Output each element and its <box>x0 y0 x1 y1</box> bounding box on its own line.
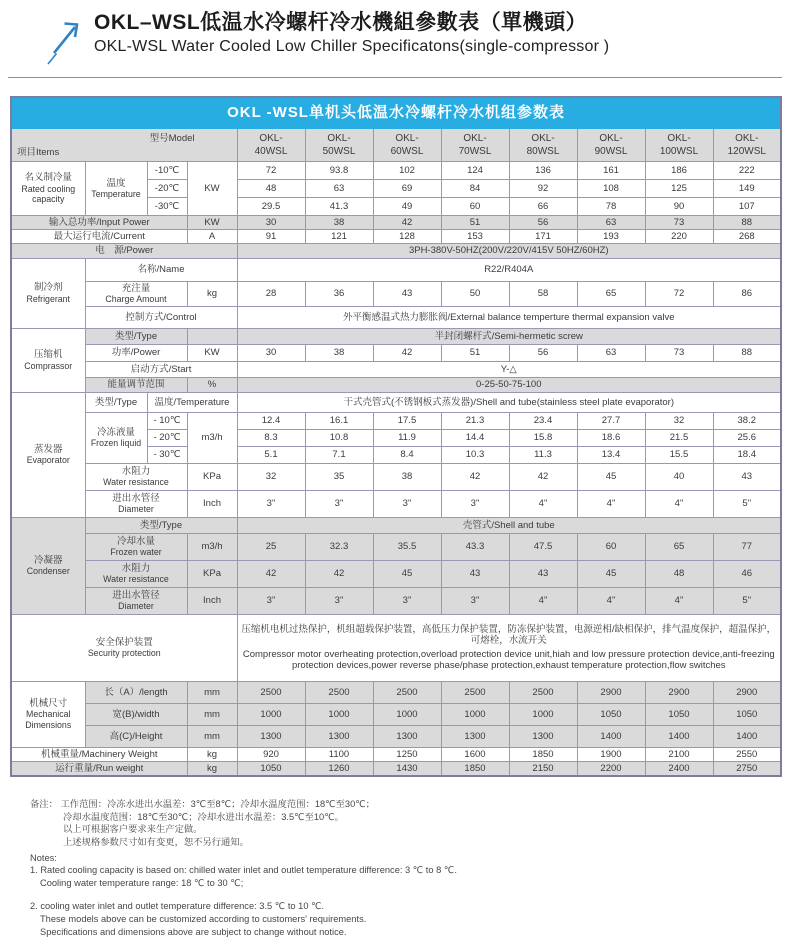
dimension-length-row <box>11 681 781 703</box>
value-cell: 90 <box>645 198 713 216</box>
value-cell: 1900 <box>577 747 645 761</box>
value-cell: 15.5 <box>645 446 713 463</box>
value-cell: 35 <box>305 463 373 490</box>
value-cell: 60 <box>441 198 509 216</box>
value-cell: 30 <box>237 216 305 230</box>
value-cell: 268 <box>713 230 781 244</box>
value-cell: 46 <box>713 560 781 587</box>
note-line: 2. cooling water inlet and outlet temperature difference: 3.5 ℃ to 10 ℃. <box>30 901 325 912</box>
power-supply-row <box>11 244 781 258</box>
value-cell: 28 <box>237 281 305 306</box>
security-text-cn: 压缩机电机过热保护，机组超载保护装置，高低压力保护装置，防冻保护装置，电源逆相/缺相保护，排气温度保护，超温保护，可熔栓，水流开关 <box>241 624 777 647</box>
value-cell: 69 <box>373 180 441 198</box>
value-cell: 45 <box>577 463 645 490</box>
unit-cell: mm <box>187 703 237 725</box>
energy-regulation-label: 能量调节范围 <box>85 377 187 392</box>
page-title-cn: OKL–WSL低温水冷螺杆冷水機組參數表（單機頭） <box>94 11 588 34</box>
value-cell: 186 <box>645 162 713 180</box>
value-cell: 72 <box>645 281 713 306</box>
value-cell: 3" <box>305 587 373 614</box>
condenser-type-value: 壳管式/Shell and tube <box>237 517 781 533</box>
refrigerant-name-label: 名称/Name <box>85 258 237 281</box>
value-cell: 136 <box>509 162 577 180</box>
value-cell: 84 <box>441 180 509 198</box>
value-cell: 56 <box>509 344 577 361</box>
value-cell: 2150 <box>509 761 577 776</box>
value-cell: 10.8 <box>305 429 373 446</box>
value-cell: 5" <box>713 587 781 614</box>
unit-cell: A <box>187 230 237 244</box>
empty-unit-cell <box>187 328 237 344</box>
value-cell: 4" <box>577 490 645 517</box>
model-column-header: OKL- 80WSL <box>509 129 577 162</box>
energy-regulation-row <box>11 377 781 392</box>
model-column-header: OKL- 40WSL <box>237 129 305 162</box>
value-cell: 1000 <box>305 703 373 725</box>
items-header-label: 项目Items <box>17 146 60 158</box>
value-cell: 10.3 <box>441 446 509 463</box>
compressor-type-row <box>11 328 781 344</box>
cooling-water-label: 冷却水量 Frozen water <box>85 533 187 560</box>
value-cell: 47.5 <box>509 533 577 560</box>
value-cell: 78 <box>577 198 645 216</box>
value-cell: 2500 <box>305 681 373 703</box>
value-cell: 3" <box>373 587 441 614</box>
value-cell: 43 <box>509 560 577 587</box>
compressor-type-value: 半封闭螺杆式/Semi-hermetic screw <box>237 328 781 344</box>
run-weight-row <box>11 761 781 776</box>
compressor-power-row <box>11 344 781 361</box>
unit-cell: Inch <box>187 490 237 517</box>
value-cell: 1000 <box>441 703 509 725</box>
input-power-row <box>11 216 781 230</box>
machinery-weight-row <box>11 747 781 761</box>
value-cell: 45 <box>373 560 441 587</box>
value-cell: 93.8 <box>305 162 373 180</box>
value-cell: 5.1 <box>237 446 305 463</box>
value-cell: 220 <box>645 230 713 244</box>
value-cell: 88 <box>713 216 781 230</box>
temp-cell: -10℃ <box>147 162 187 180</box>
value-cell: 65 <box>577 281 645 306</box>
value-cell: 27.7 <box>577 412 645 429</box>
value-cell: 121 <box>305 230 373 244</box>
value-cell: 65 <box>645 533 713 560</box>
security-protection-text <box>237 614 781 681</box>
page-header <box>46 10 609 66</box>
condenser-type-label: 类型/Type <box>85 517 237 533</box>
value-cell: 2500 <box>373 681 441 703</box>
items-model-corner-cell <box>11 129 237 162</box>
evaporator-type-value: 干式壳管式(不锈钢板式蒸发器)/Shell and tube(stainless steel plate evaporator) <box>237 392 781 412</box>
value-cell: 86 <box>713 281 781 306</box>
value-cell: 11.9 <box>373 429 441 446</box>
unit-cell: m3/h <box>187 412 237 463</box>
condenser-diameter-row <box>11 587 781 614</box>
table-banner-title: OKL -WSL单机头低温水冷螺杆冷水机组参数表 <box>11 97 781 129</box>
value-cell: 1400 <box>713 725 781 747</box>
unit-cell: kg <box>187 747 237 761</box>
value-cell: 48 <box>237 180 305 198</box>
value-cell: 1300 <box>441 725 509 747</box>
value-cell: 51 <box>441 344 509 361</box>
value-cell: 42 <box>373 216 441 230</box>
frozen-liquid-label: 冷冻液量 Frozen liquid <box>85 412 147 463</box>
value-cell: 48 <box>645 560 713 587</box>
title-block <box>94 10 609 58</box>
value-cell: 17.5 <box>373 412 441 429</box>
machinery-weight-label: 机械重量/Machinery Weight <box>11 747 187 761</box>
value-cell: 15.8 <box>509 429 577 446</box>
security-protection-label: 安全保护装置 Security protection <box>11 614 237 681</box>
evaporator-diameter-row <box>11 490 781 517</box>
water-resistance-label: 水阻力 Water resistance <box>85 560 187 587</box>
value-cell: 11.3 <box>509 446 577 463</box>
value-cell: 3" <box>373 490 441 517</box>
value-cell: 125 <box>645 180 713 198</box>
value-cell: 21.3 <box>441 412 509 429</box>
power-supply-value: 3PH-380V-50HZ(200V/220V/415V 50HZ/60HZ) <box>237 244 781 258</box>
value-cell: 42 <box>237 560 305 587</box>
value-cell: 2200 <box>577 761 645 776</box>
unit-cell: KPa <box>187 463 237 490</box>
value-cell: 25 <box>237 533 305 560</box>
value-cell: 1300 <box>305 725 373 747</box>
value-cell: 21.5 <box>645 429 713 446</box>
value-cell: 18.4 <box>713 446 781 463</box>
value-cell: 2500 <box>237 681 305 703</box>
value-cell: 108 <box>577 180 645 198</box>
note-line: Cooling water temperature range: 18 ℃ to 30 ℃; <box>40 877 244 888</box>
value-cell: 1400 <box>577 725 645 747</box>
security-protection-row <box>11 614 781 681</box>
value-cell: 2550 <box>713 747 781 761</box>
arrow-up-right-icon <box>46 14 90 66</box>
notes-section <box>30 798 780 938</box>
value-cell: 66 <box>509 198 577 216</box>
value-cell: 51 <box>441 216 509 230</box>
model-column-header: OKL- 50WSL <box>305 129 373 162</box>
value-cell: 16.1 <box>305 412 373 429</box>
value-cell: 4" <box>645 490 713 517</box>
value-cell: 153 <box>441 230 509 244</box>
current-row <box>11 230 781 244</box>
table-banner-row <box>11 97 781 129</box>
control-value: 外平衡感温式热力膨胀阀/External balance temperture thermal expansion valve <box>237 306 781 328</box>
value-cell: 124 <box>441 162 509 180</box>
refrigerant-name-row <box>11 258 781 281</box>
value-cell: 2900 <box>713 681 781 703</box>
compressor-category-label: 压缩机 Comprassor <box>11 328 85 392</box>
notes-title: Notes: <box>30 852 57 863</box>
value-cell: 77 <box>713 533 781 560</box>
value-cell: 36 <box>305 281 373 306</box>
value-cell: 149 <box>713 180 781 198</box>
value-cell: 1050 <box>577 703 645 725</box>
temperature-label: 温度 Temperature <box>85 162 147 216</box>
note-line: Specifications and dimensions above are subject to change without notice. <box>40 926 347 937</box>
value-cell: 38 <box>305 216 373 230</box>
value-cell: 1600 <box>441 747 509 761</box>
value-cell: 56 <box>509 216 577 230</box>
value-cell: 3" <box>237 587 305 614</box>
value-cell: 3" <box>441 587 509 614</box>
value-cell: 4" <box>509 490 577 517</box>
value-cell: 23.4 <box>509 412 577 429</box>
power-supply-label: 电 源/Power <box>11 244 237 258</box>
value-cell: 1260 <box>305 761 373 776</box>
value-cell: 43.3 <box>441 533 509 560</box>
value-cell: 73 <box>645 344 713 361</box>
unit-cell: Inch <box>187 587 237 614</box>
value-cell: 1300 <box>237 725 305 747</box>
value-cell: 32 <box>645 412 713 429</box>
header-divider <box>8 77 782 78</box>
value-cell: 1050 <box>645 703 713 725</box>
compressor-start-value: Y-△ <box>237 361 781 377</box>
dimension-width-row <box>11 703 781 725</box>
model-column-header: OKL- 70WSL <box>441 129 509 162</box>
value-cell: 42 <box>373 344 441 361</box>
value-cell: 3" <box>305 490 373 517</box>
value-cell: 43 <box>441 560 509 587</box>
value-cell: 12.4 <box>237 412 305 429</box>
energy-regulation-value: 0-25-50-75-100 <box>237 377 781 392</box>
value-cell: 193 <box>577 230 645 244</box>
value-cell: 91 <box>237 230 305 244</box>
value-cell: 42 <box>509 463 577 490</box>
value-cell: 45 <box>577 560 645 587</box>
evaporator-temp-label: 温度/Temperature <box>147 392 237 412</box>
value-cell: 2900 <box>645 681 713 703</box>
current-label: 最大运行电流/Current <box>11 230 187 244</box>
value-cell: 63 <box>577 216 645 230</box>
condenser-water-resistance-row <box>11 560 781 587</box>
value-cell: 128 <box>373 230 441 244</box>
value-cell: 102 <box>373 162 441 180</box>
charge-amount-row <box>11 281 781 306</box>
width-label: 宽(B)/width <box>85 703 187 725</box>
value-cell: 25.6 <box>713 429 781 446</box>
compressor-type-label: 类型/Type <box>85 328 187 344</box>
value-cell: 3" <box>237 490 305 517</box>
value-cell: 88 <box>713 344 781 361</box>
value-cell: 43 <box>373 281 441 306</box>
value-cell: 7.1 <box>305 446 373 463</box>
value-cell: 1300 <box>509 725 577 747</box>
value-cell: 920 <box>237 747 305 761</box>
value-cell: 92 <box>509 180 577 198</box>
diameter-label: 进出水管径 Diameter <box>85 587 187 614</box>
note-line: 1. Rated cooling capacity is based on: chilled water inlet and outlet temperature difference: 3 ℃ to 8 ℃. <box>30 865 457 876</box>
value-cell: 1430 <box>373 761 441 776</box>
model-column-header: OKL- 60WSL <box>373 129 441 162</box>
value-cell: 63 <box>305 180 373 198</box>
value-cell: 2900 <box>577 681 645 703</box>
value-cell: 32.3 <box>305 533 373 560</box>
value-cell: 1250 <box>373 747 441 761</box>
value-cell: 1300 <box>373 725 441 747</box>
value-cell: 2500 <box>509 681 577 703</box>
value-cell: 18.6 <box>577 429 645 446</box>
run-weight-label: 运行重量/Run weight <box>11 761 187 776</box>
value-cell: 41.3 <box>305 198 373 216</box>
value-cell: 8.4 <box>373 446 441 463</box>
value-cell: 29.5 <box>237 198 305 216</box>
length-label: 长（A）/length <box>85 681 187 703</box>
temp-cell: -20℃ <box>147 180 187 198</box>
value-cell: 107 <box>713 198 781 216</box>
security-text-en: Compressor motor overheating protection,overload protection device unit,hiah and low pressure protection device,anti-freezing protection devices,power reverse phase/phase protection,exhaust temperature protection,flow switches <box>242 648 775 671</box>
model-header-row <box>11 129 781 162</box>
value-cell: 1050 <box>237 761 305 776</box>
charge-amount-label: 充注量 Charge Amount <box>85 281 187 306</box>
value-cell: 1400 <box>645 725 713 747</box>
spec-table <box>10 96 782 777</box>
value-cell: 42 <box>441 463 509 490</box>
unit-cell: mm <box>187 681 237 703</box>
rated-capacity-label: 名义制冷量 Rated cooling capacity <box>11 162 85 216</box>
evaporator-type-row <box>11 392 781 412</box>
model-column-header: OKL- 90WSL <box>577 129 645 162</box>
evaporator-type-label: 类型/Type <box>85 392 147 412</box>
value-cell: 40 <box>645 463 713 490</box>
value-cell: 60 <box>577 533 645 560</box>
value-cell: 8.3 <box>237 429 305 446</box>
value-cell: 58 <box>509 281 577 306</box>
value-cell: 4" <box>645 587 713 614</box>
value-cell: 1100 <box>305 747 373 761</box>
value-cell: 43 <box>713 463 781 490</box>
value-cell: 38 <box>305 344 373 361</box>
input-power-label: 输入总功率/Input Power <box>11 216 187 230</box>
note-line: 以上可根据客户要求来生产定做。 <box>63 824 203 835</box>
height-label: 高(C)/Height <box>85 725 187 747</box>
compressor-power-label: 功率/Power <box>85 344 187 361</box>
unit-cell: m3/h <box>187 533 237 560</box>
unit-cell: mm <box>187 725 237 747</box>
value-cell: 50 <box>441 281 509 306</box>
value-cell: 32 <box>237 463 305 490</box>
value-cell: 63 <box>577 344 645 361</box>
value-cell: 49 <box>373 198 441 216</box>
water-resistance-label: 水阻力 Water resistance <box>85 463 187 490</box>
note-line: 冷却水温度范围：18℃至30℃；冷却水进出水温差：3.5℃至10℃。 <box>63 811 344 822</box>
value-cell: 4" <box>577 587 645 614</box>
note-line: 上述规格参数尺寸如有变更，恕不另行通知。 <box>63 836 249 847</box>
value-cell: 171 <box>509 230 577 244</box>
value-cell: 2400 <box>645 761 713 776</box>
value-cell: 1850 <box>509 747 577 761</box>
diameter-label: 进出水管径 Diameter <box>85 490 187 517</box>
control-label: 控制方式/Control <box>85 306 237 328</box>
condenser-category-label: 冷凝器 Condenser <box>11 517 85 614</box>
value-cell: 3" <box>441 490 509 517</box>
refrigerant-category-label: 制冷剂 Refrigerant <box>11 258 85 328</box>
unit-cell: kg <box>187 761 237 776</box>
page-title-en: OKL-WSL Water Cooled Low Chiller Specificatons(single-compressor ) <box>94 38 610 56</box>
value-cell: 222 <box>713 162 781 180</box>
value-cell: 13.4 <box>577 446 645 463</box>
value-cell: 72 <box>237 162 305 180</box>
note-line: 备注： 工作范围：冷冻水进出水温差：3℃至8℃；冷却水温度范围：18℃至30℃； <box>30 799 375 809</box>
refrigerant-name-value: R22/R404A <box>237 258 781 281</box>
unit-cell: KW <box>187 162 237 216</box>
value-cell: 1000 <box>237 703 305 725</box>
temp-cell: - 10℃ <box>147 412 187 429</box>
unit-cell: % <box>187 377 237 392</box>
temp-cell: - 20℃ <box>147 429 187 446</box>
rated-capacity-row <box>11 162 781 180</box>
value-cell: 1000 <box>373 703 441 725</box>
control-row <box>11 306 781 328</box>
value-cell: 1850 <box>441 761 509 776</box>
value-cell: 14.4 <box>441 429 509 446</box>
unit-cell: KW <box>187 344 237 361</box>
model-column-header: OKL- 120WSL <box>713 129 781 162</box>
mechanical-dimensions-label: 机械尺寸 Mechanical Dimensions <box>11 681 85 747</box>
unit-cell: KPa <box>187 560 237 587</box>
value-cell: 1050 <box>713 703 781 725</box>
condenser-type-row <box>11 517 781 533</box>
value-cell: 73 <box>645 216 713 230</box>
value-cell: 35.5 <box>373 533 441 560</box>
unit-cell: kg <box>187 281 237 306</box>
compressor-start-label: 启动方式/Start <box>85 361 237 377</box>
value-cell: 161 <box>577 162 645 180</box>
model-column-header: OKL- 100WSL <box>645 129 713 162</box>
note-line: These models above can be customized according to customers' requirements. <box>40 914 367 925</box>
value-cell: 2100 <box>645 747 713 761</box>
temp-cell: - 30℃ <box>147 446 187 463</box>
value-cell: 4" <box>509 587 577 614</box>
value-cell: 5" <box>713 490 781 517</box>
frozen-liquid-row <box>11 412 781 429</box>
temp-cell: -30℃ <box>147 198 187 216</box>
value-cell: 38 <box>373 463 441 490</box>
model-header-label: 型号Model <box>149 133 195 144</box>
condenser-water-row <box>11 533 781 560</box>
evaporator-category-label: 蒸发器 Evaporator <box>11 392 85 517</box>
evaporator-water-resistance-row <box>11 463 781 490</box>
value-cell: 30 <box>237 344 305 361</box>
compressor-start-row <box>11 361 781 377</box>
value-cell: 2500 <box>441 681 509 703</box>
value-cell: 42 <box>305 560 373 587</box>
dimension-height-row <box>11 725 781 747</box>
value-cell: 1000 <box>509 703 577 725</box>
unit-cell: KW <box>187 216 237 230</box>
value-cell: 38.2 <box>713 412 781 429</box>
value-cell: 2750 <box>713 761 781 776</box>
